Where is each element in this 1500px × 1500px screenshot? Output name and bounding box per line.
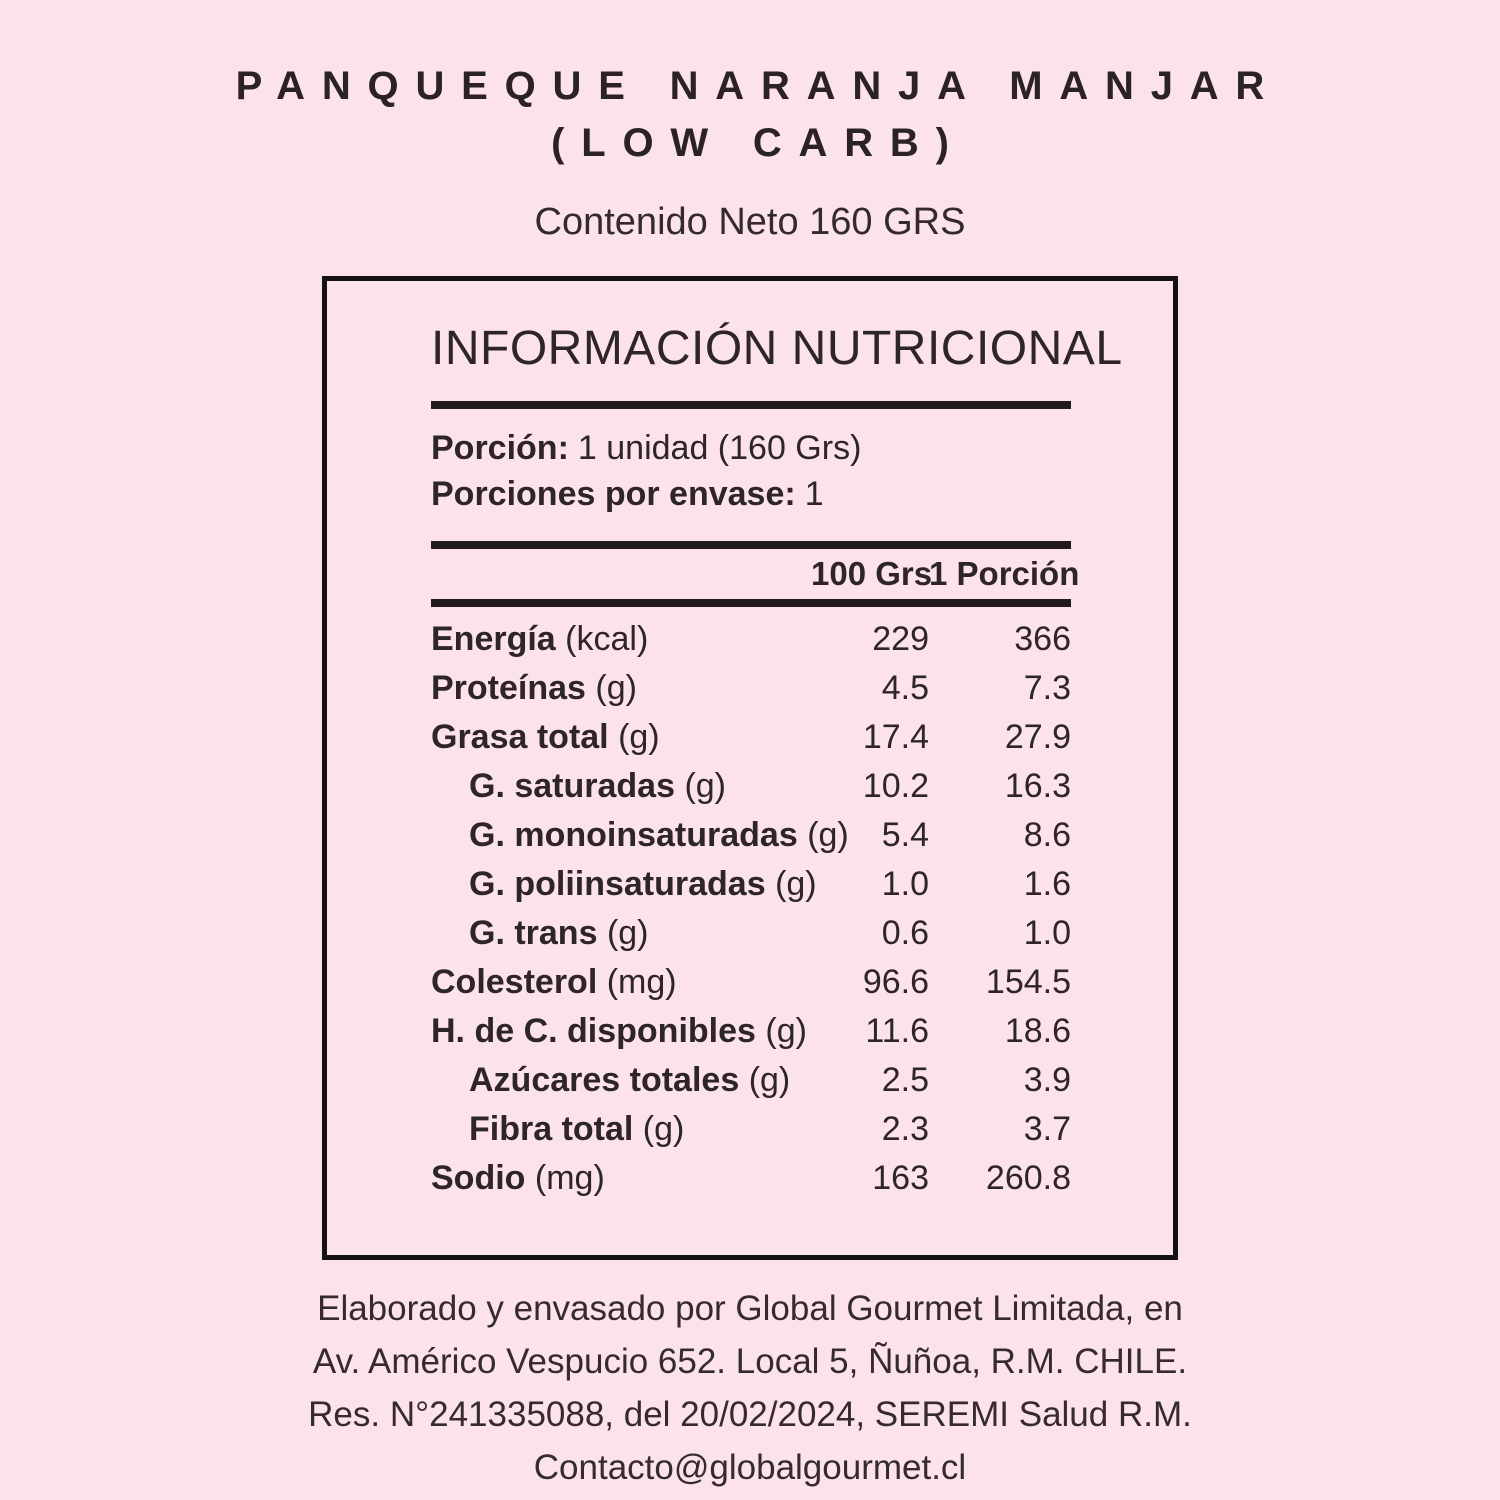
row-label: [431, 713, 811, 762]
value-per-portion: 3.7: [1023, 1110, 1071, 1148]
divider-rule-top: [431, 401, 1071, 409]
serving-size-line: [431, 425, 1071, 471]
value-per-portion: 16.3: [1004, 767, 1071, 805]
serving-info: [431, 409, 1071, 529]
value-per-portion: 366: [1014, 620, 1071, 658]
nutrient-name: Fibra total: [469, 1110, 634, 1148]
label-header: [0, 0, 1500, 244]
nutrient-name: Energía: [431, 620, 556, 658]
row-label: [431, 958, 811, 1007]
value-per-100g: 229: [872, 620, 929, 658]
value-per-100g: 17.4: [862, 718, 929, 756]
nutrient-name: Proteínas: [431, 669, 586, 707]
net-content-text: Contenido Neto 160 GRS: [534, 201, 966, 243]
nutrient-unit: (g): [595, 669, 637, 707]
address-line: Av. Américo Vespucio 652. Local 5, Ñuñoa, R.M. CHILE.: [312, 1342, 1188, 1381]
nutrient-name: H. de C. disponibles: [431, 1012, 756, 1050]
row-label: [431, 811, 849, 860]
nutrient-unit: (g): [618, 718, 660, 756]
nutrition-table-row: [431, 958, 1071, 1007]
row-label: [431, 909, 811, 958]
value-per-100g: 11.6: [865, 1012, 929, 1050]
nutrient-unit: (g): [807, 816, 849, 854]
table-column-headers: [431, 549, 1080, 599]
nutrient-name: G. trans: [469, 914, 598, 952]
nutrient-name: Grasa total: [431, 718, 609, 756]
row-label: [431, 860, 817, 909]
value-per-portion: 1.6: [1023, 865, 1071, 903]
row-label: [431, 1105, 811, 1154]
nutrition-facts-heading: INFORMACIÓN NUTRICIONAL: [431, 322, 1123, 375]
serving-size-label: Porción:: [431, 429, 569, 467]
nutrition-table-row: [431, 615, 1071, 664]
divider-rule-middle: [431, 541, 1071, 549]
row-label: [431, 664, 811, 713]
manufacturer-info: [0, 1282, 1500, 1494]
value-per-portion: 7.3: [1023, 669, 1071, 707]
nutrition-table-row: [431, 1007, 1071, 1056]
value-per-portion: 260.8: [985, 1159, 1071, 1197]
value-per-portion: 1.0: [1023, 914, 1071, 952]
value-per-portion: 27.9: [1004, 718, 1071, 756]
nutrition-table-row: [431, 762, 1071, 811]
product-title-line2: (LOW CARB): [551, 121, 966, 165]
nutrient-unit: (kcal): [565, 620, 649, 658]
nutrient-unit: (g): [684, 767, 726, 805]
manufacturer-line: Elaborado y envasado por Global Gourmet Limitada, en: [317, 1289, 1183, 1328]
nutrition-table-row: [431, 1105, 1071, 1154]
row-label: [431, 1154, 811, 1203]
value-per-100g: 96.6: [862, 963, 929, 1001]
nutrient-name: Colesterol: [431, 963, 598, 1001]
value-per-100g: 2.3: [881, 1110, 929, 1148]
row-label: [431, 1056, 811, 1105]
resolution-line: Res. N°241335088, del 20/02/2024, SEREMI Salud R.M.: [308, 1395, 1192, 1434]
value-per-100g: 5.4: [881, 816, 929, 854]
nutrition-table-row: [431, 1056, 1071, 1105]
nutrient-name: G. poliinsaturadas: [469, 865, 766, 903]
serving-size-value: 1 unidad (160 Grs): [577, 429, 862, 467]
column-header-1porcion: 1 Porción: [929, 555, 1080, 592]
servings-per-container-value: 1: [804, 475, 824, 513]
servings-per-container-label: Porciones por envase:: [431, 475, 796, 513]
nutrient-name: G. monoinsaturadas: [469, 816, 798, 854]
value-per-100g: 2.5: [881, 1061, 929, 1099]
servings-per-container-line: [431, 471, 1071, 517]
nutrient-name: Azúcares totales: [469, 1061, 740, 1099]
value-per-portion: 8.6: [1023, 816, 1071, 854]
nutrition-rows: [431, 607, 1071, 1203]
nutrient-unit: (g): [642, 1110, 685, 1148]
product-title-line1: PANQUEQUE NARANJA MANJAR: [235, 64, 1282, 108]
nutrient-unit: (g): [748, 1061, 791, 1099]
row-label: [431, 1007, 811, 1056]
value-per-portion: 154.5: [985, 963, 1071, 1001]
nutrition-table-row: [431, 713, 1071, 762]
value-per-portion: 18.6: [1004, 1012, 1071, 1050]
value-per-portion: 3.9: [1023, 1061, 1071, 1099]
nutrition-facts-box: [322, 276, 1178, 1260]
value-per-100g: 10.2: [862, 767, 929, 805]
column-header-100grs: 100 Grs: [811, 555, 933, 592]
nutrient-name: G. saturadas: [469, 767, 675, 805]
value-per-100g: 4.5: [881, 669, 929, 707]
nutrition-table-row: [431, 811, 1071, 860]
nutrient-name: Sodio: [431, 1159, 526, 1197]
row-label: [431, 615, 811, 664]
nutrient-unit: (mg): [534, 1159, 605, 1197]
nutrition-table-row: [431, 860, 1071, 909]
divider-rule-bottom: [431, 599, 1071, 607]
contact-email: Contacto@globalgourmet.cl: [533, 1448, 967, 1487]
nutrient-unit: (g): [775, 865, 817, 903]
nutrition-table-row: [431, 909, 1071, 958]
value-per-100g: 0.6: [881, 914, 929, 952]
nutrition-table-row: [431, 664, 1071, 713]
nutrient-unit: (mg): [606, 963, 677, 1001]
row-label: [431, 762, 811, 811]
value-per-100g: 1.0: [881, 865, 929, 903]
nutrient-unit: (g): [765, 1012, 807, 1050]
nutrition-table-row: [431, 1154, 1071, 1203]
nutrient-unit: (g): [606, 914, 649, 952]
value-per-100g: 163: [872, 1159, 929, 1197]
